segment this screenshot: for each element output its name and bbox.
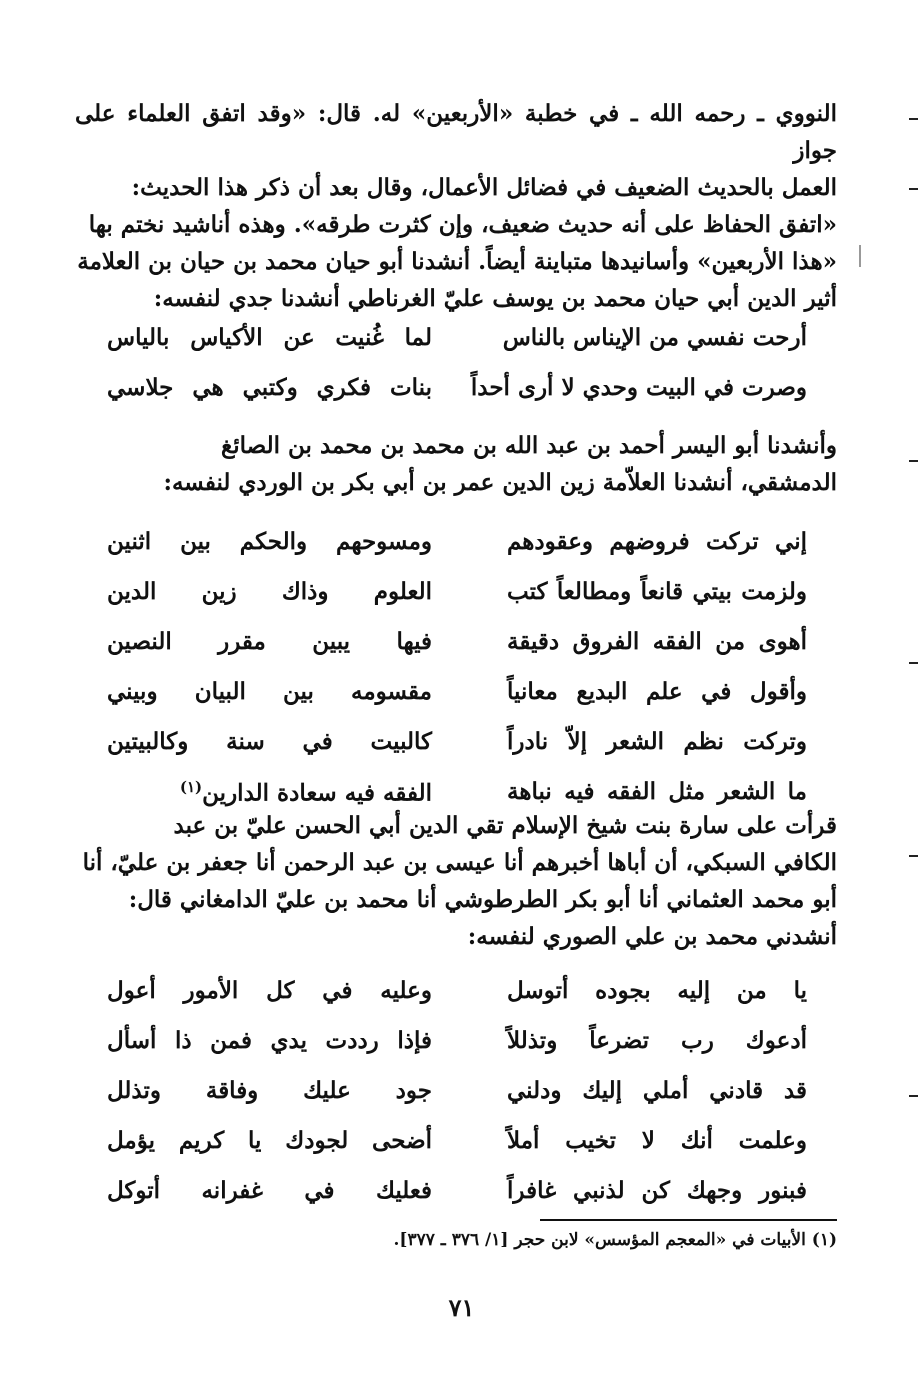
- verse: [75, 670, 837, 720]
- poem-2: [75, 520, 837, 820]
- first-hemistich: فبنور وجهك كن لذنبي غافراً: [507, 1177, 807, 1204]
- second-hemistich: جود عليك وفاقة وتذلل: [107, 1077, 432, 1104]
- first-hemistich: ما الشعر مثل الفقه فيه نباهة: [507, 778, 807, 805]
- second-hemistich: مقسومه بين البيان وبيني: [107, 678, 432, 705]
- first-hemistich: أدعوك رب تضرعاً وتذللاً: [507, 1027, 807, 1054]
- scan-mark: [909, 855, 918, 857]
- text-line: أثير الدين أبي حيان محمد بن يوسف عليّ الغرناطي أنشدنا جدي لنفسه:: [153, 285, 837, 312]
- scan-mark: [909, 662, 918, 664]
- scan-mark: [909, 1095, 918, 1097]
- verse: [75, 316, 837, 366]
- verse: [75, 1019, 837, 1069]
- footnote: (١) الأبيات في «المعجم المؤسس» لابن حجر [١/ ٣٧٦ ـ ٣٧٧].: [393, 1230, 837, 1250]
- verse: [75, 969, 837, 1019]
- verse: [75, 1069, 837, 1119]
- page-number: ٧١: [448, 1293, 475, 1322]
- second-hemistich: وعليه في كل الأمور أعول: [107, 977, 432, 1004]
- second-hemistich: فعليك في غفرانه أتوكل: [107, 1177, 432, 1204]
- verse: [75, 570, 837, 620]
- text-line: قرأت على سارة بنت شيخ الإسلام تقي الدين أبي الحسن عليّ بن عبد: [173, 812, 837, 839]
- first-hemistich: وعلمت أنك لا تخيب أملاً: [507, 1127, 807, 1154]
- second-hemistich: العلوم وذاك زين الدين: [107, 578, 432, 605]
- text-line: العمل بالحديث الضعيف في فضائل الأعمال، وقال بعد أن ذكر هذا الحديث:: [131, 174, 837, 201]
- footnote-separator: [540, 1219, 837, 1221]
- first-hemistich: ولزمت بيتي قانعاً ومطالعاً كتب: [507, 578, 807, 605]
- verse: [75, 366, 837, 416]
- hemistich-text: الفقه فيه سعادة الدارين: [202, 779, 432, 807]
- second-hemistich: كالبيت في سنة وكالبيتين: [107, 728, 432, 755]
- second-hemistich: لما غُنيت عن الأكياس بالياس: [107, 324, 432, 351]
- scan-mark: [909, 460, 918, 462]
- second-hemistich: أضحى لجودك يا كريم يؤمل: [107, 1127, 432, 1154]
- scan-mark: [859, 245, 861, 267]
- verse: [75, 1119, 837, 1169]
- first-hemistich: وصرت في البيت وحدي لا أرى أحداً: [470, 374, 807, 401]
- scan-mark: [909, 188, 918, 190]
- paragraph-3: [75, 807, 837, 955]
- second-hemistich: ومسوحهم والحكم بين اثنين: [107, 528, 432, 555]
- text-line: النووي ـ رحمه الله ـ في خطبة «الأربعين» له. قال: «وقد اتفق العلماء على جواز: [75, 100, 837, 164]
- verse: [75, 620, 837, 670]
- paragraph-1: [75, 95, 837, 317]
- poem-3: [75, 969, 837, 1219]
- second-hemistich: فإذا رددت يدي فمن ذا أسأل: [107, 1027, 432, 1054]
- footnote-reference: (١): [179, 778, 203, 796]
- scan-mark: [909, 118, 918, 120]
- verse: [75, 520, 837, 570]
- paragraph-2: [75, 427, 837, 501]
- verse: [75, 720, 837, 770]
- text-line: أنشدني محمد بن علي الصوري لنفسه:: [467, 923, 837, 950]
- second-hemistich: بنات فكري وكتبي هي جلاسي: [107, 374, 432, 401]
- verse: [75, 1169, 837, 1219]
- text-line: أبو محمد العثماني أنا أبو بكر الطرطوشي أنا محمد بن عليّ الدامغاني قال:: [128, 886, 837, 913]
- text-line: الدمشقي، أنشدنا العلاّمة زين الدين عمر بن أبي بكر بن الوردي لنفسه:: [163, 469, 837, 496]
- poem-1: [75, 316, 837, 416]
- first-hemistich: قد قادني أملي إليك ودلني: [507, 1077, 807, 1104]
- first-hemistich: أهوى من الفقه الفروق دقيقة: [507, 628, 807, 655]
- first-hemistich: وتركت نظم الشعر إلاّ نادراً: [507, 728, 807, 755]
- text-line: وأنشدنا أبو اليسر أحمد بن عبد الله بن محمد بن محمد بن الصائغ: [221, 432, 837, 459]
- first-hemistich: وأقول في علم البديع معانياً: [507, 678, 807, 705]
- first-hemistich: إني تركت فروضهم وعقودهم: [507, 528, 807, 555]
- first-hemistich: يا من إليه بجوده أتوسل: [507, 977, 807, 1004]
- text-line: «هذا الأربعين» وأسانيدها متباينة أيضاً. أنشدنا أبو حيان محمد بن حيان بن العلامة: [77, 248, 837, 275]
- text-line: «اتفق الحفاظ على أنه حديث ضعيف، وإن كثرت طرقه». وهذه أناشيد نختم بها: [88, 211, 837, 238]
- text-line: الكافي السبكي، أن أباها أخبرهم أنا عيسى بن عبد الرحمن أنا جعفر بن عليّ، أنا: [82, 849, 837, 876]
- second-hemistich: فيها يبين مقرر النصين: [107, 628, 432, 655]
- first-hemistich: أرحت نفسي من الإيناس بالناس: [502, 324, 807, 351]
- second-hemistich: [107, 778, 432, 807]
